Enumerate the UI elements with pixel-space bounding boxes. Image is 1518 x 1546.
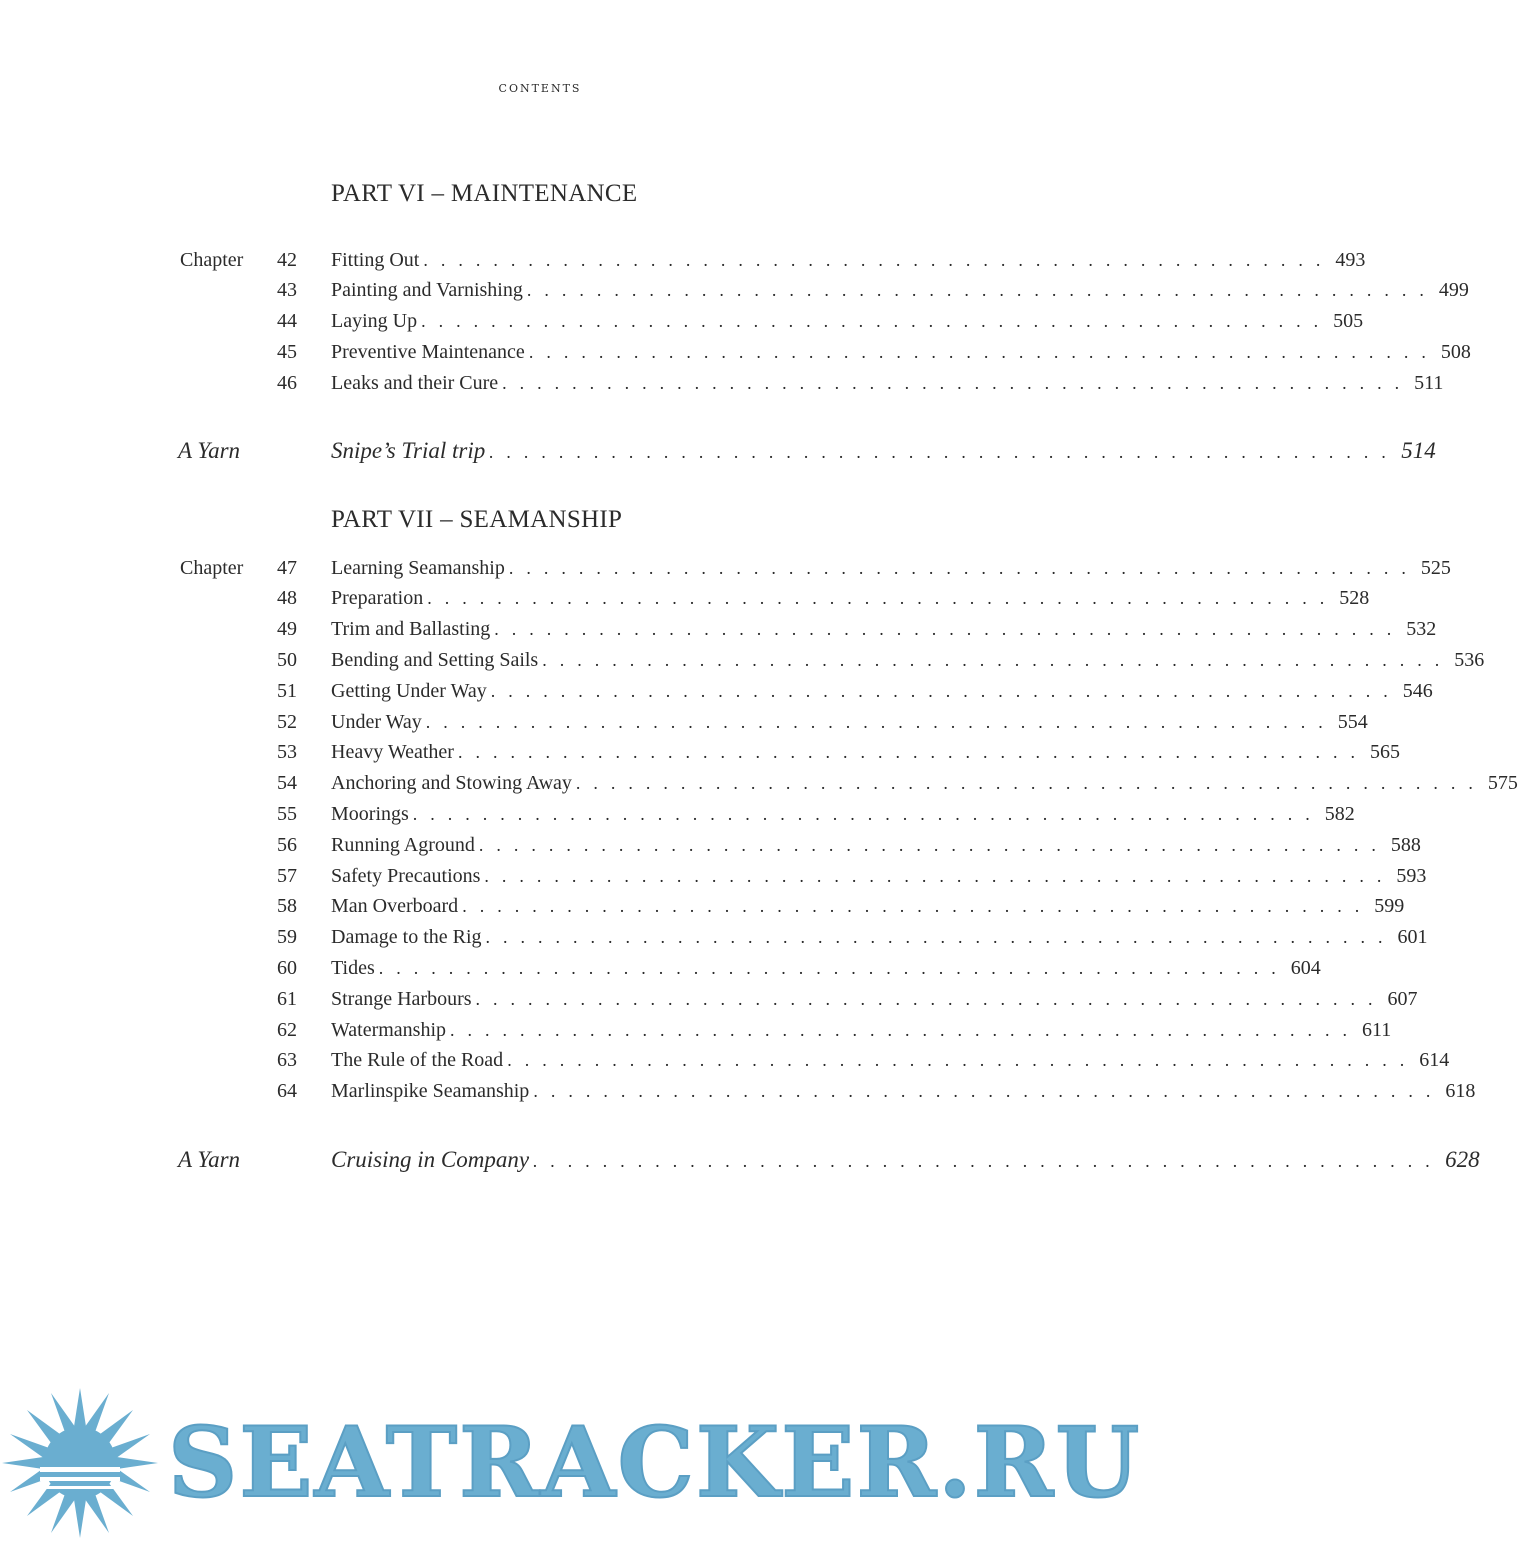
page-number: 599	[1374, 895, 1405, 917]
dot-leader: ....................................................	[528, 342, 1439, 362]
dot-leader: ....................................................	[423, 250, 1334, 270]
dot-leader: ....................................................	[485, 927, 1396, 947]
chapter-number: 44	[277, 310, 297, 332]
chapter-number: 49	[277, 618, 297, 640]
toc-row[interactable]	[0, 1045, 1450, 1075]
yarn-label: A Yarn	[178, 1147, 241, 1172]
dot-leader: ....................................................	[542, 650, 1453, 670]
chapter-title: Preventive Maintenance	[331, 337, 529, 367]
chapter-number: 64	[277, 1080, 297, 1102]
chapter-number: 54	[277, 772, 297, 794]
toc-row[interactable]	[0, 645, 1485, 675]
chapter-title: Preparation	[331, 583, 427, 613]
chapter-number: 42	[277, 249, 297, 271]
dot-leader: ....................................................	[502, 373, 1413, 393]
toc-row[interactable]	[0, 737, 1400, 767]
chapter-number: 46	[277, 372, 297, 394]
toc-row[interactable]	[0, 799, 1355, 829]
page-number: 505	[1333, 310, 1364, 332]
chapter-number: 45	[277, 341, 297, 363]
chapter-label: Chapter	[180, 249, 244, 271]
dot-leader: ....................................................	[490, 681, 1401, 701]
page-number: 593	[1396, 865, 1427, 887]
page-number: 618	[1445, 1080, 1476, 1102]
page-number: 628	[1445, 1147, 1480, 1172]
dot-leader: ....................................................	[462, 896, 1373, 916]
chapter-title: Strange Harbours	[331, 984, 476, 1014]
chapter-number: 48	[277, 587, 297, 609]
chapter-number: 50	[277, 649, 297, 671]
toc-row[interactable]	[0, 245, 1366, 275]
dot-leader: ....................................................	[412, 804, 1323, 824]
page-number: 514	[1401, 438, 1436, 463]
chapter-number: 55	[277, 803, 297, 825]
toc-row[interactable]	[0, 306, 1364, 336]
chapter-title: Fitting Out	[331, 245, 423, 275]
toc-row[interactable]	[0, 707, 1368, 737]
chapter-number: 62	[277, 1019, 297, 1041]
page-number: 565	[1369, 741, 1400, 763]
page-number: 508	[1440, 341, 1471, 363]
chapter-number: 43	[277, 279, 297, 301]
chapter-title: Man Overboard	[331, 891, 462, 921]
dot-leader: ....................................................	[421, 311, 1332, 331]
dot-leader: ....................................................	[507, 1050, 1418, 1070]
toc-row[interactable]	[0, 830, 1421, 860]
dot-leader: ....................................................	[478, 835, 1389, 855]
dot-leader: ....................................................	[425, 712, 1336, 732]
toc-row[interactable]	[0, 984, 1418, 1014]
chapter-number: 60	[277, 957, 297, 979]
dot-leader: ....................................................	[575, 773, 1486, 793]
chapter-title: Running Aground	[331, 830, 479, 860]
chapter-number: 58	[277, 895, 297, 917]
chapter-title: Trim and Ballasting	[331, 614, 494, 644]
toc-row[interactable]	[0, 553, 1451, 583]
dot-leader: ....................................................	[494, 619, 1405, 639]
chapter-number: 53	[277, 741, 297, 763]
toc-row[interactable]	[0, 1015, 1392, 1045]
toc-row[interactable]	[0, 953, 1321, 983]
running-head: contents	[498, 78, 582, 96]
chapter-title: Moorings	[331, 799, 413, 829]
toc-row[interactable]	[0, 337, 1471, 367]
page-number: 499	[1438, 279, 1469, 301]
yarn-title: Cruising in Company	[331, 1145, 533, 1175]
dot-leader: ....................................................	[508, 558, 1419, 578]
page-number: 536	[1454, 649, 1485, 671]
chapter-title: Watermanship	[331, 1015, 450, 1045]
part-title: PART VI – MAINTENANCE	[331, 180, 638, 207]
chapter-title: Safety Precautions	[331, 861, 484, 891]
chapter-number: 51	[277, 680, 297, 702]
chapter-title: Painting and Varnishing	[331, 275, 527, 305]
dot-leader: ....................................................	[475, 989, 1386, 1009]
chapter-title: Laying Up	[331, 306, 421, 336]
chapter-title: Heavy Weather	[331, 737, 458, 767]
page-number: 511	[1414, 372, 1444, 394]
yarn-row[interactable]	[0, 436, 1436, 466]
chapter-title: The Rule of the Road	[331, 1045, 507, 1075]
page-number: 546	[1402, 680, 1433, 702]
page-number: 611	[1362, 1019, 1392, 1041]
page-number: 614	[1419, 1049, 1450, 1071]
dot-leader: ....................................................	[378, 958, 1289, 978]
page-number: 532	[1406, 618, 1437, 640]
toc-row[interactable]	[0, 768, 1518, 798]
watermark-text: SEATRACKER.RU	[168, 1406, 1142, 1519]
yarn-row[interactable]	[0, 1145, 1480, 1175]
dot-leader: ....................................................	[450, 1020, 1361, 1040]
chapter-title: Marlinspike Seamanship	[331, 1076, 533, 1106]
page-number: 575	[1487, 772, 1518, 794]
chapter-number: 61	[277, 988, 297, 1010]
page-number: 528	[1339, 587, 1370, 609]
chapter-title: Leaks and their Cure	[331, 368, 502, 398]
dot-leader: ....................................................	[489, 442, 1400, 462]
chapter-title: Tides	[331, 953, 379, 983]
page-number: 493	[1335, 249, 1366, 271]
toc-row[interactable]	[0, 368, 1444, 398]
page-number: 604	[1290, 957, 1321, 979]
chapter-number: 59	[277, 926, 297, 948]
dot-leader: ....................................................	[484, 866, 1395, 886]
dot-leader: ....................................................	[533, 1151, 1444, 1171]
chapter-title: Learning Seamanship	[331, 553, 509, 583]
chapter-number: 63	[277, 1049, 297, 1071]
yarn-title: Snipe’s Trial trip	[331, 436, 489, 466]
chapter-title: Anchoring and Stowing Away	[331, 768, 576, 798]
page-number: 554	[1337, 711, 1368, 733]
page-number: 582	[1324, 803, 1355, 825]
toc-row[interactable]	[0, 614, 1437, 644]
chapter-title: Under Way	[331, 707, 426, 737]
page-number: 601	[1397, 926, 1428, 948]
dot-leader: ....................................................	[457, 742, 1368, 762]
chapter-title: Bending and Setting Sails	[331, 645, 542, 675]
dot-leader: ....................................................	[533, 1081, 1444, 1101]
toc-row[interactable]	[0, 676, 1433, 706]
chapter-label: Chapter	[180, 557, 244, 579]
part-title: PART VII – SEAMANSHIP	[331, 506, 623, 533]
page-number: 525	[1420, 557, 1451, 579]
chapter-number: 52	[277, 711, 297, 733]
dot-leader: ....................................................	[427, 588, 1338, 608]
toc-row[interactable]	[0, 922, 1428, 952]
toc-row[interactable]	[0, 275, 1469, 305]
chapter-title: Damage to the Rig	[331, 922, 486, 952]
toc-row[interactable]	[0, 861, 1427, 891]
chapter-number: 56	[277, 834, 297, 856]
page-number: 607	[1387, 988, 1418, 1010]
toc-row[interactable]	[0, 1076, 1476, 1106]
dot-leader: ....................................................	[526, 280, 1437, 300]
toc-row[interactable]	[0, 891, 1405, 921]
yarn-label: A Yarn	[178, 438, 241, 463]
chapter-number: 47	[277, 557, 297, 579]
page-number: 588	[1390, 834, 1421, 856]
chapter-title: Getting Under Way	[331, 676, 491, 706]
toc-row[interactable]	[0, 583, 1370, 613]
chapter-number: 57	[277, 865, 297, 887]
